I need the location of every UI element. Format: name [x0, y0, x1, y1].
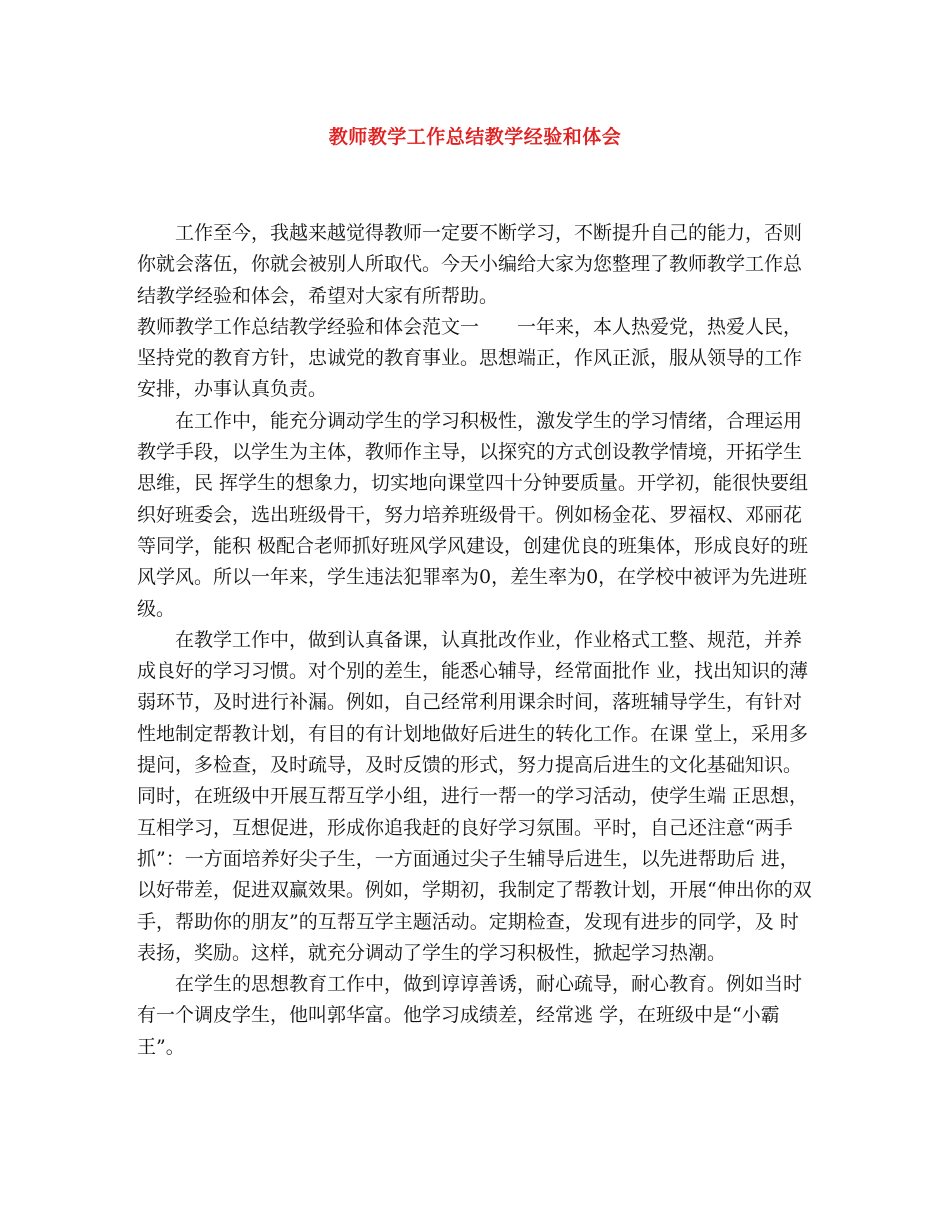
paragraph-teaching-work: 在教学工作中，做到认真备课，认真批改作业，作业格式工整、规范，并养成良好的学习习惯。对个别的差生，能悉心辅导，经常面批作 业，找出知识的薄弱环节，及时进行补漏。例如，自己经常利用课余时间，落班辅导学生，有针对性地制定帮教计划，有目的有计划地做好后进生的转化工作。在课 堂上，采用多提问，多检查，及时疏导，及时反馈的形式，努力提高后进生的文化基础知识。同时，在班级中开展互帮互学小组，进行一帮一的学习活动，使学生端 正思想，互相学习，互想促进，形成你追我赶的良好学习氛围。平时，自己还注意“两手抓”：一方面培养好尖子生，一方面通过尖子生辅导后进生，以先进帮助后 进，以好带差，促进双赢效果。例如，学期初，我制定了帮教计划，开展“伸出你的双手，帮助你的朋友”的互帮互学主题活动。定期检查，发现有进步的同学，及 时表扬，奖励。这样，就充分调动了学生的学习积极性，掀起学习热潮。	[137, 628, 812, 964]
paragraph-moral-education: 在学生的思想教育工作中，做到谆谆善诱，耐心疏导，耐心教育。例如当时有一个调皮学生，他叫郭华富。他学习成绩差，经常逃 学，在班级中是“小霸王”。	[137, 973, 803, 1058]
paragraph-intro: 工作至今，我越来越觉得教师一定要不断学习，不断提升自己的能力，否则你就会落伍，你就会被别人所取代。今天小编给大家为您整理了教师教学工作总结教学经验和体会，希望对大家有所帮助。	[137, 222, 803, 307]
paragraph-classroom-work: 在工作中，能充分调动学生的学习积极性，激发学生的学习情绪，合理运用教学手段，以学生为主体，教师作主导，以探究的方式创设教学情境，开拓学生思维，民 挥学生的想象力，切实地向课堂四十分钟要质量。开学初，能很快要组织好班委会，选出班级骨干，努力培养班级骨干。例如杨金花、罗福权、邓丽花等同学，能积 极配合老师抓好班风学风建设，创建优良的班集体，形成良好的班风学风。所以一年来，学生违法犯罪率为0，差生率为0，在学校中被评为先进班级。	[137, 409, 809, 620]
document-title: 教师教学工作总结教学经验和体会	[328, 126, 622, 148]
document-body	[137, 218, 817, 1063]
paragraph-sample-heading: 教师教学工作总结教学经验和体会范文一 一年来，本人热爱党，热爱人民，坚持党的教育方针，忠诚党的教育事业。思想端正，作风正派，服从领导的工作安排，办事认真负责。	[137, 315, 803, 401]
